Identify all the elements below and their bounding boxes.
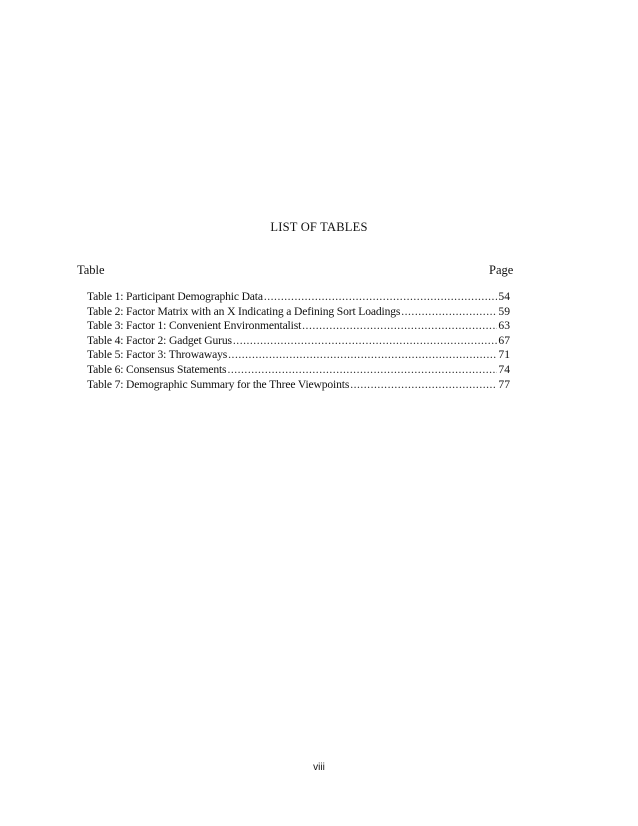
toc-entry-table-7[interactable] — [87, 378, 510, 393]
toc-entry-label: Table 2: Factor Matrix with an X Indicating a Defining Sort Loadings — [87, 304, 401, 318]
toc-entry-label: Table 6: Consensus Statements — [87, 362, 227, 376]
dot-leader — [264, 290, 498, 305]
toc-entry-page: 71 — [498, 348, 510, 362]
list-of-tables — [87, 290, 510, 392]
dot-leader — [302, 319, 497, 334]
toc-entry-table-4[interactable] — [87, 334, 510, 349]
toc-entry-table-2[interactable] — [87, 305, 510, 320]
toc-entry-table-6[interactable] — [87, 363, 510, 378]
toc-entry-page: 67 — [498, 333, 510, 347]
dot-leader — [227, 363, 497, 378]
toc-entry-label: Table 3: Factor 1: Convenient Environmentalist — [87, 319, 302, 333]
toc-entry-page: 74 — [498, 362, 510, 376]
toc-entry-page: 63 — [498, 319, 510, 333]
toc-entry-page: 59 — [498, 304, 510, 318]
dot-leader — [350, 378, 497, 393]
page-column-header: Page — [489, 263, 514, 277]
page-title: LIST OF TABLES — [270, 220, 368, 234]
toc-entry-label: Table 4: Factor 2: Gadget Gurus — [87, 333, 232, 347]
toc-entry-table-3[interactable] — [87, 319, 510, 334]
dot-leader — [401, 305, 497, 320]
dot-leader — [228, 348, 497, 363]
toc-entry-page: 54 — [498, 290, 510, 303]
toc-entry-label: Table 7: Demographic Summary for the Three Viewpoints — [87, 377, 350, 391]
toc-entry-label: Table 1: Participant Demographic Data — [87, 290, 263, 303]
dot-leader — [233, 334, 498, 349]
toc-entry-page: 77 — [498, 377, 510, 391]
table-column-header: Table — [77, 263, 105, 277]
toc-entry-label: Table 5: Factor 3: Throwaways — [87, 348, 228, 362]
toc-entry-table-5[interactable] — [87, 348, 510, 363]
footer-page-number: viii — [313, 762, 325, 773]
toc-entry-table-1[interactable] — [87, 290, 510, 305]
